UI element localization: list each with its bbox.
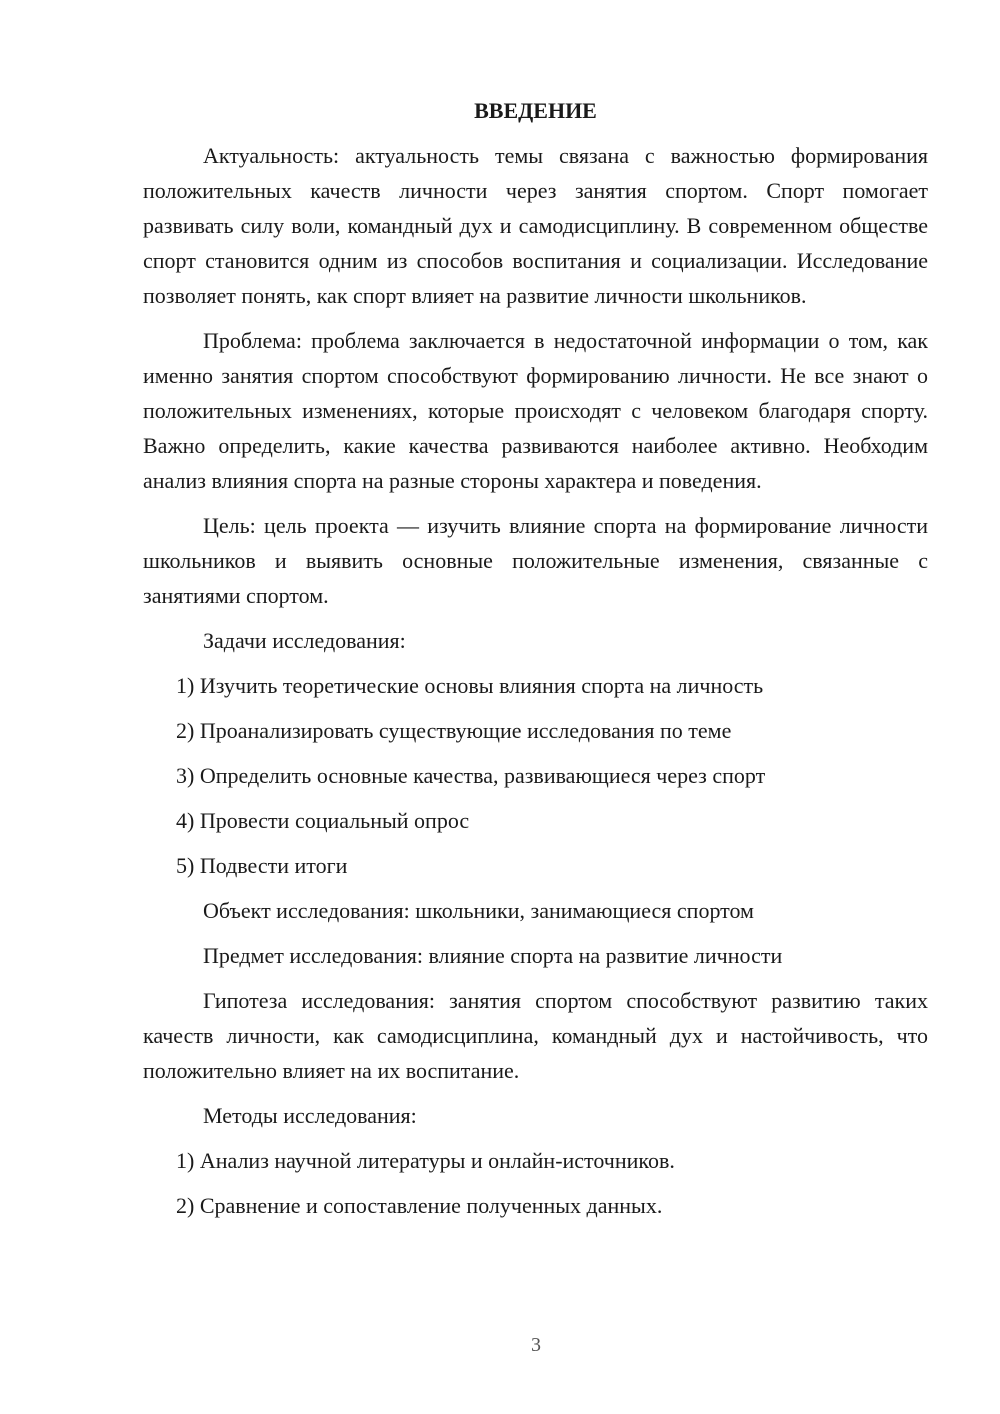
task-item: 1) Изучить теоретические основы влияния спорта на личность — [176, 673, 764, 698]
tasks-heading: Задачи исследования: — [203, 628, 406, 653]
task-item: 5) Подвести итоги — [176, 853, 348, 878]
method-item: 2) Сравнение и сопоставление полученных данных. — [176, 1193, 663, 1218]
task-item: 3) Определить основные качества, развивающиеся через спорт — [176, 763, 766, 788]
object-line: Объект исследования: школьники, занимающиеся спортом — [203, 898, 754, 923]
relevance-paragraph: Актуальность: актуальность темы связана с важностью формирования положительных качеств личности через занятия спортом. Спорт помогает развивать силу воли, командный дух и самодисциплину. В современном обществе спорт становится одним из способов воспитания и социализации. Исследование позволяет понять, как спорт влияет на развитие личности школьников. — [143, 143, 928, 308]
page-number: 3 — [531, 1334, 541, 1356]
method-item: 1) Анализ научной литературы и онлайн-источников. — [176, 1148, 675, 1173]
methods-heading: Методы исследования: — [203, 1103, 417, 1128]
hypothesis-paragraph: Гипотеза исследования: занятия спортом способствуют развитию таких качеств личности, как самодисциплина, командный дух и настойчивость, что положительно влияет на их воспитание. — [143, 988, 928, 1083]
goal-paragraph: Цель: цель проекта — изучить влияние спорта на формирование личности школьников и выявить основные положительные изменения, связанные с занятиями спортом. — [143, 513, 928, 608]
section-title: ВВЕДЕНИЕ — [474, 98, 597, 123]
subject-line: Предмет исследования: влияние спорта на развитие личности — [203, 943, 783, 968]
task-item: 2) Проанализировать существующие исследования по теме — [176, 718, 732, 743]
problem-paragraph: Проблема: проблема заключается в недостаточной информации о том, как именно занятия спортом способствуют формированию личности. Не все знают о положительных изменениях, которые происходят с человеком благодаря спорту. Важно определить, какие качества развиваются наиболее активно. Необходим анализ влияния спорта на разные стороны характера и поведения. — [143, 328, 928, 493]
document-page — [143, 96, 928, 1233]
task-item: 4) Провести социальный опрос — [176, 808, 470, 833]
